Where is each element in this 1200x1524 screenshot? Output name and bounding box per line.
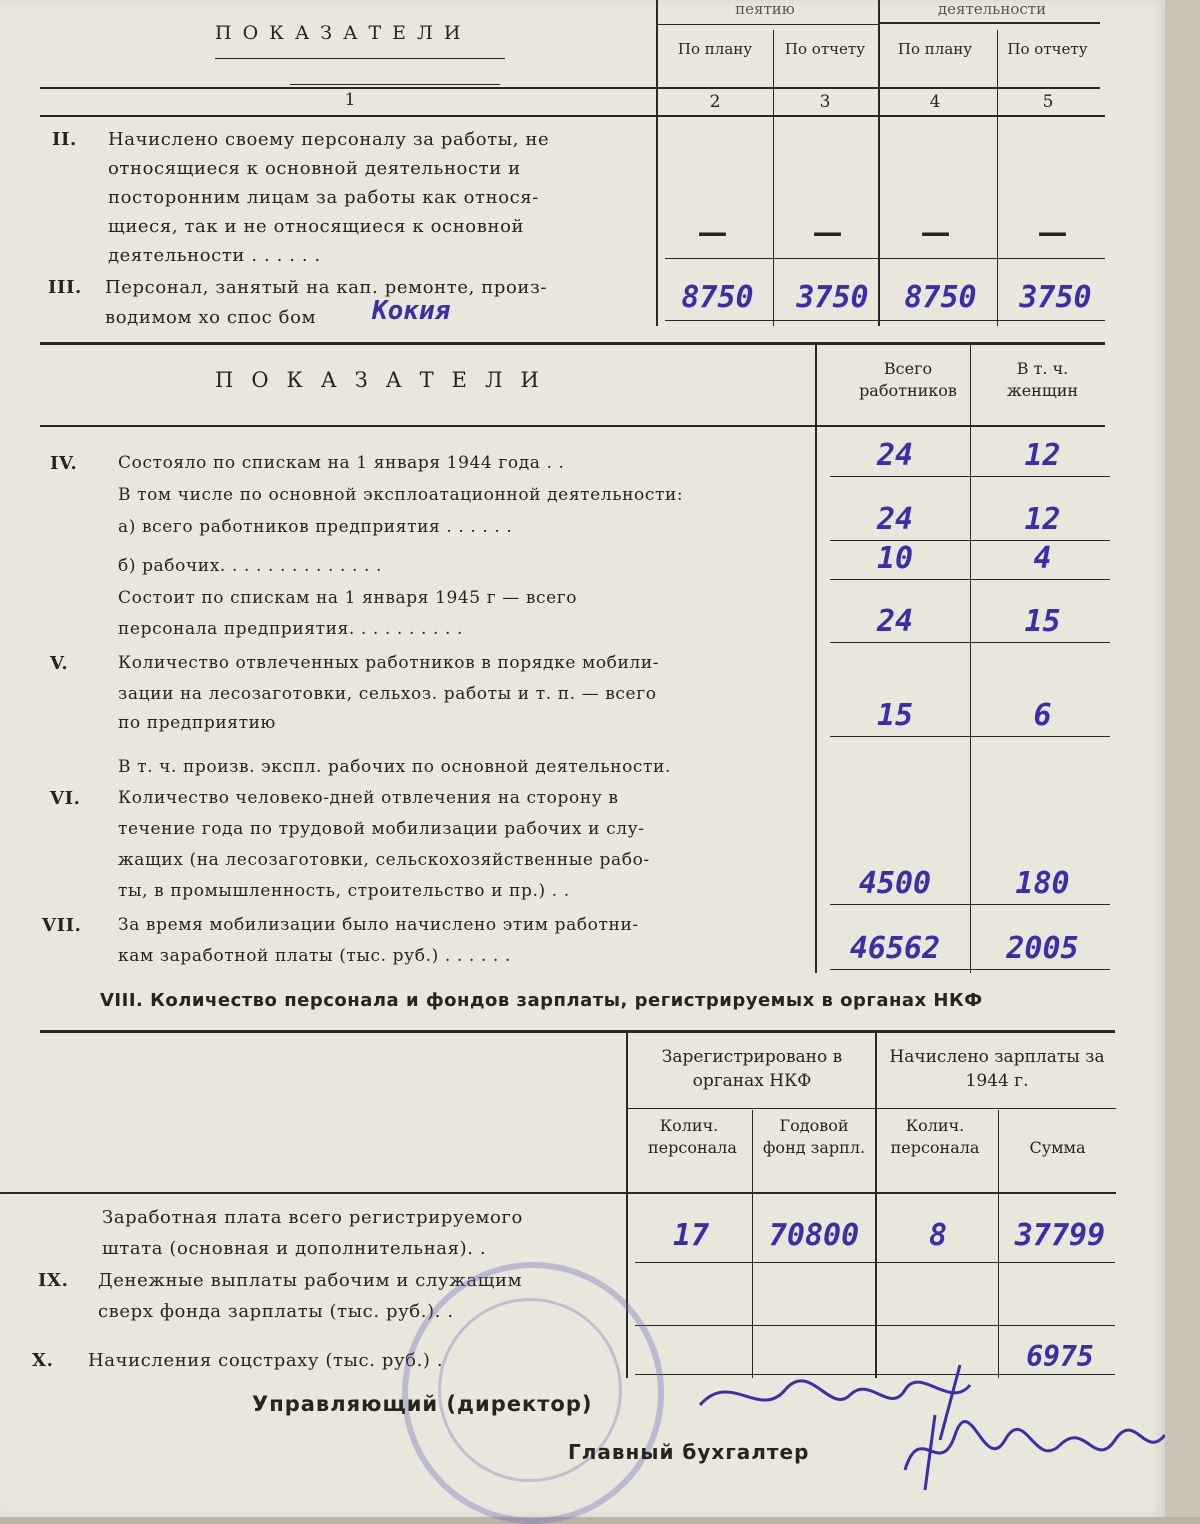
row2-line-5: деятельности . . . . . . [108,245,321,266]
s3-row3-line-1: Начисления соцстраху (тыс. руб.) . [88,1350,444,1371]
s2-row-text: Состоит по спискам на 1 января 1945 г — всего [118,588,578,608]
s3-sub-3: Колич. персонала [890,1116,980,1157]
s2-row-women: 12 [1024,502,1061,537]
s2-row-total: 24 [876,438,914,473]
s3-row1-val-2: 70800 [768,1218,860,1253]
row3-line-2: водимом хо спос бом [105,307,317,328]
s2-col-women: В т. ч. женщин [1006,359,1079,400]
row3-val-1: 8750 [681,280,754,315]
s3-row1-val-1: 17 [672,1218,710,1253]
s2-row-total: 15 [876,698,914,733]
row2-val-2: — [812,215,843,250]
s3-row1-line-1: Заработная плата всего регистрируемого [102,1207,523,1228]
s3-row2-line-2: сверх фонда зарплаты (тыс. руб.). . [98,1301,454,1322]
s2-header: ПОКАЗАТЕЛИ [215,368,557,392]
s1-sub-4: По отчету [1007,40,1088,58]
accountant-signature [895,1400,1175,1495]
accountant-label: Главный бухгалтер [568,1440,810,1464]
s2-row-total: 10 [876,541,914,576]
s2-row-text: по предприятию [118,713,276,733]
row2-line-3: посторонним лицам за работы как относя- [108,187,539,208]
s1-sub-2: По отчету [784,40,866,58]
s3-row2-num: IX. [38,1270,69,1291]
row2-val-1: — [697,215,728,250]
s3-sub-1: Колич. персонала [648,1116,737,1157]
s2-row-text: б) рабочих. . . . . . . . . . . . . . [118,556,383,576]
s1-coln-1: 1 [344,90,356,110]
s2-row-num: VII. [42,915,82,936]
s3-row3-num: X. [32,1350,54,1371]
page-edge [1165,0,1200,1517]
s2-row-total: 46562 [849,931,941,966]
s3-row2-line-1: Денежные выплаты рабочим и служащим [98,1270,523,1291]
s2-row-text: персонала предприятия. . . . . . . . . . [118,619,463,639]
s2-row-women: 180 [1015,866,1070,901]
s2-row-women: 6 [1033,698,1052,733]
s1-coln-4: 4 [929,92,941,112]
s3-row1-val-3: 8 [928,1218,948,1253]
s1-coln-2: 2 [709,92,721,112]
s2-row-text: Количество отвлеченных работников в порядке мобили- [118,653,660,673]
s2-row-num: VI. [50,788,81,809]
row3-handnote: Кокия [372,296,451,326]
s1-sub-1: По плану [677,40,753,58]
s1-sub-3: По плану [897,40,973,58]
row3-num: III. [48,277,82,298]
row2-val-4: — [1037,215,1068,250]
s2-row-text: жащих (на лесозаготовки, сельскохозяйственные рабо- [118,850,650,870]
s2-row-text: ты, в промышленность, строительство и пр.) . . [118,881,570,901]
s3-row1-val-4: 37799 [1014,1218,1106,1253]
s2-row-women: 12 [1024,438,1061,473]
s1-coln-5: 5 [1042,92,1054,112]
s2-row-text: В том числе по основной эксплоатационной деятельности: [118,485,684,505]
s2-row-text: течение года по трудовой мобилизации рабочих и слу- [118,819,645,839]
s2-row-women: 4 [1033,541,1052,576]
s3-title: VIII. Количество персонала и фондов зарплаты, регистрируемых в органах НКФ [100,990,983,1011]
s2-row-text: а) всего работников предприятия . . . . . . [118,517,513,537]
s2-row-num: IV. [50,453,78,474]
row2-line-4: щиеся, так и не относящиеся к основной [108,216,525,237]
s2-row-total: 24 [876,502,914,537]
s1-coln-3: 3 [819,92,831,112]
director-label: Управляющий (директор) [252,1392,593,1416]
row3-val-4: 3750 [1019,280,1092,315]
s1-group-b: деятельности [937,0,1047,18]
s3-row1-line-2: штата (основная и дополнительная). . [102,1238,487,1259]
s3-sub-2: Годовой фонд зарпл. [762,1116,866,1157]
s2-row-text: В т. ч. произв. экспл. рабочих по основной деятельности. [118,757,671,777]
row2-line-2: относящиеся к основной деятельности и [108,158,521,179]
s3-sub-4: Сумма [1029,1138,1086,1157]
s2-row-num: V. [50,653,69,674]
s3-row3-val-4: 6975 [1026,1340,1094,1373]
s2-row-women: 15 [1024,604,1061,639]
s2-col-total: Всего работников [859,359,957,400]
s2-row-text: кам заработной платы (тыс. руб.) . . . . . . [118,946,511,966]
row2-val-3: — [920,215,951,250]
row3-val-2: 3750 [796,280,869,315]
row3-line-1: Персонал, занятый на кап. ремонте, произ- [105,277,548,298]
s1-header: ПОКАЗАТЕЛИ [215,22,472,44]
s2-row-text: За время мобилизации было начислено этим работни- [118,915,639,935]
s2-row-women: 2005 [1006,931,1079,966]
s2-row-total: 24 [876,604,914,639]
s2-row-total: 4500 [858,866,932,901]
row2-num: II. [52,129,77,150]
s2-row-text: зации на лесозаготовки, сельхоз. работы и т. п. — всего [118,684,657,704]
s2-row-text: Количество человеко-дней отвлечения на сторону в [118,788,619,808]
row2-line-1: Начислено своему персоналу за работы, не [108,129,550,150]
s3-group-a: Зарегистрировано в органах НКФ [661,1047,843,1091]
s1-group-a: пеятию [735,0,795,18]
s2-row-text: Состояло по спискам на 1 января 1944 года . . [118,453,565,473]
row3-val-3: 8750 [904,280,977,315]
s3-group-b: Начислено зарплаты за 1944 г. [889,1047,1105,1091]
